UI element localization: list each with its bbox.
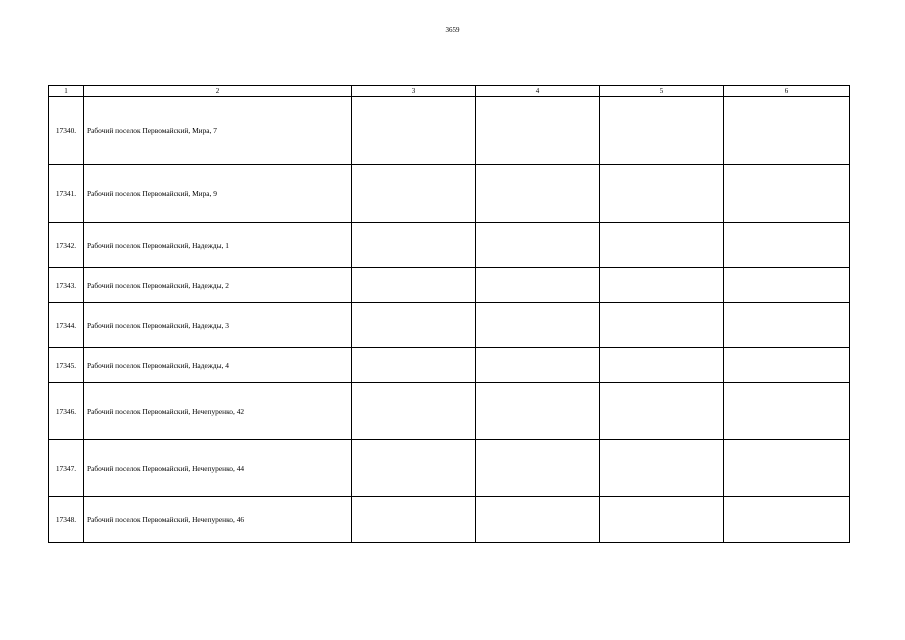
empty-cell [724, 97, 850, 165]
empty-cell [724, 383, 850, 440]
empty-cell [724, 303, 850, 348]
column-header-3: 3 [352, 86, 476, 97]
empty-cell [724, 165, 850, 223]
empty-cell [352, 383, 476, 440]
row-number: 17347. [49, 440, 84, 497]
empty-cell [724, 348, 850, 383]
empty-cell [352, 497, 476, 543]
table-row [49, 497, 850, 543]
empty-cell [352, 303, 476, 348]
empty-cell [600, 165, 724, 223]
column-header-5: 5 [600, 86, 724, 97]
empty-cell [724, 268, 850, 303]
row-address: Рабочий поселок Первомайский, Нечепуренко, 46 [84, 497, 352, 543]
row-address: Рабочий поселок Первомайский, Надежды, 1 [84, 223, 352, 268]
empty-cell [600, 268, 724, 303]
empty-cell [476, 223, 600, 268]
table-row [49, 440, 850, 497]
table-row [49, 165, 850, 223]
column-header-4: 4 [476, 86, 600, 97]
address-registry-table [48, 85, 850, 543]
row-number: 17348. [49, 497, 84, 543]
empty-cell [476, 497, 600, 543]
row-number: 17344. [49, 303, 84, 348]
table-row [49, 303, 850, 348]
empty-cell [724, 440, 850, 497]
row-number: 17343. [49, 268, 84, 303]
row-number: 17342. [49, 223, 84, 268]
row-address: Рабочий поселок Первомайский, Мира, 7 [84, 97, 352, 165]
table-row [49, 223, 850, 268]
empty-cell [600, 303, 724, 348]
empty-cell [476, 348, 600, 383]
empty-cell [600, 440, 724, 497]
empty-cell [600, 97, 724, 165]
empty-cell [352, 268, 476, 303]
empty-cell [476, 383, 600, 440]
row-number: 17346. [49, 383, 84, 440]
empty-cell [352, 165, 476, 223]
empty-cell [476, 303, 600, 348]
empty-cell [600, 348, 724, 383]
row-number: 17341. [49, 165, 84, 223]
empty-cell [724, 223, 850, 268]
table-header-row [49, 86, 850, 97]
empty-cell [352, 97, 476, 165]
row-number: 17340. [49, 97, 84, 165]
row-address: Рабочий поселок Первомайский, Нечепуренко, 42 [84, 383, 352, 440]
column-header-2: 2 [84, 86, 352, 97]
row-address: Рабочий поселок Первомайский, Надежды, 2 [84, 268, 352, 303]
empty-cell [352, 348, 476, 383]
page-number: 3659 [445, 26, 460, 34]
row-address: Рабочий поселок Первомайский, Мира, 9 [84, 165, 352, 223]
empty-cell [352, 440, 476, 497]
column-header-6: 6 [724, 86, 850, 97]
empty-cell [600, 497, 724, 543]
column-header-1: 1 [49, 86, 84, 97]
row-address: Рабочий поселок Первомайский, Нечепуренко, 44 [84, 440, 352, 497]
empty-cell [724, 497, 850, 543]
table-row [49, 348, 850, 383]
table-row [49, 97, 850, 165]
row-address: Рабочий поселок Первомайский, Надежды, 3 [84, 303, 352, 348]
row-address: Рабочий поселок Первомайский, Надежды, 4 [84, 348, 352, 383]
empty-cell [600, 383, 724, 440]
empty-cell [476, 165, 600, 223]
empty-cell [600, 223, 724, 268]
empty-cell [476, 268, 600, 303]
row-number: 17345. [49, 348, 84, 383]
empty-cell [476, 440, 600, 497]
table-row [49, 383, 850, 440]
table-row [49, 268, 850, 303]
empty-cell [352, 223, 476, 268]
empty-cell [476, 97, 600, 165]
